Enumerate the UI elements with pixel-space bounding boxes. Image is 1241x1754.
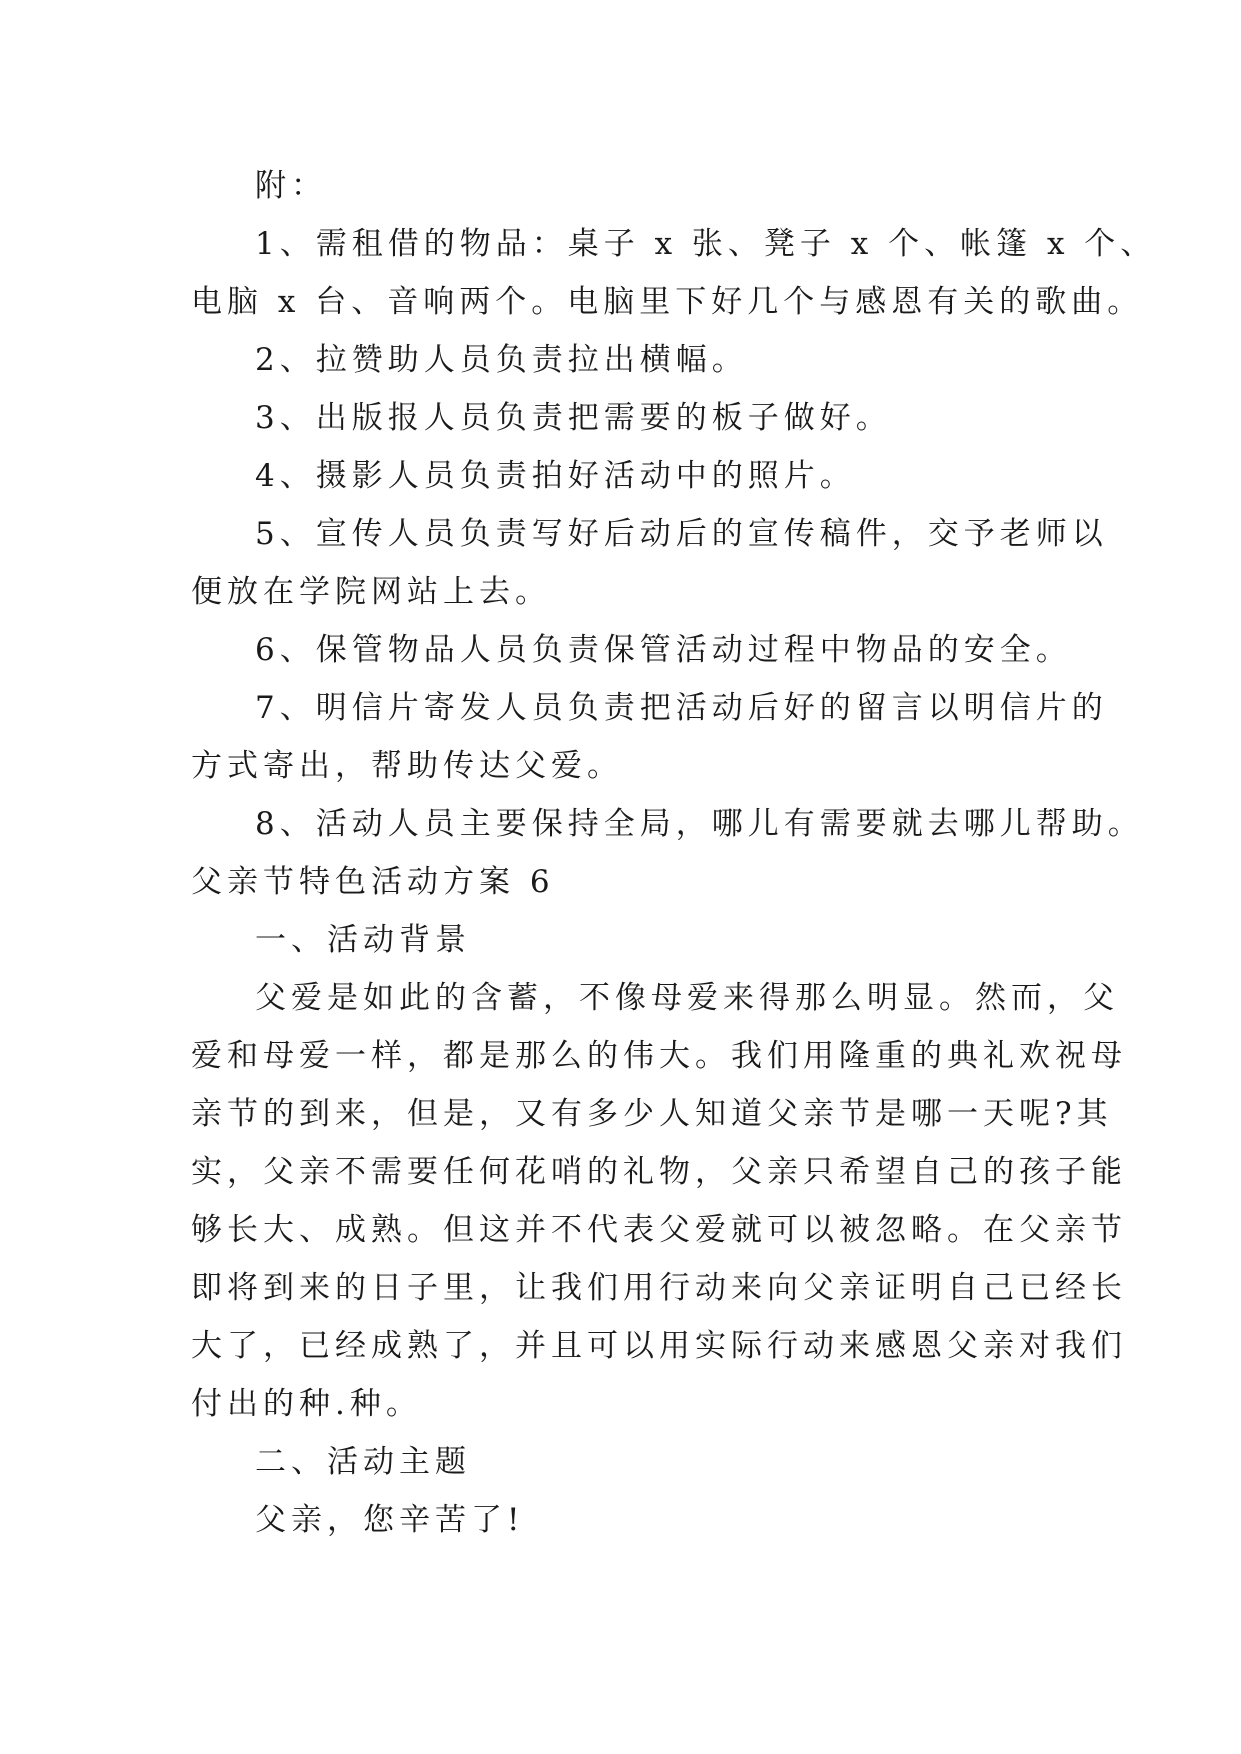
section-title: 父亲节特色活动方案 6 <box>191 864 555 900</box>
background-paragraph-line: 父爱是如此的含蓄，不像母爱来得那么明显。然而，父 <box>255 980 1119 1016</box>
appendix-item-5-continued: 便放在学院网站上去。 <box>191 574 551 610</box>
appendix-item-1: 1、需租借的物品：桌子 x 张、凳子 x 个、帐篷 x 个、 <box>255 226 1157 262</box>
theme-text: 父亲，您辛苦了! <box>255 1502 525 1538</box>
subheading-theme: 二、活动主题 <box>255 1444 471 1480</box>
background-paragraph-line: 大了，已经成熟了，并且可以用实际行动来感恩父亲对我们 <box>191 1328 1127 1364</box>
appendix-item-2: 2、拉赞助人员负责拉出横幅。 <box>255 342 748 378</box>
background-paragraph-line: 即将到来的日子里，让我们用行动来向父亲证明自己已经长 <box>191 1270 1127 1306</box>
background-paragraph-line: 亲节的到来，但是，又有多少人知道父亲节是哪一天呢?其 <box>191 1096 1113 1132</box>
appendix-item-7-continued: 方式寄出，帮助传达父爱。 <box>191 748 623 784</box>
appendix-item-7: 7、明信片寄发人员负责把活动后好的留言以明信片的 <box>255 690 1108 726</box>
appendix-item-5: 5、宣传人员负责写好后动后的宣传稿件，交予老师以 <box>255 516 1108 552</box>
appendix-item-3: 3、出版报人员负责把需要的板子做好。 <box>255 400 892 436</box>
subheading-background: 一、活动背景 <box>255 922 471 958</box>
appendix-item-1-continued: 电脑 x 台、音响两个。电脑里下好几个与感恩有关的歌曲。 <box>191 284 1144 320</box>
background-paragraph-line: 实，父亲不需要任何花哨的礼物，父亲只希望自己的孩子能 <box>191 1154 1127 1190</box>
background-paragraph-line: 爱和母爱一样，都是那么的伟大。我们用隆重的典礼欢祝母 <box>191 1038 1127 1074</box>
appendix-item-4: 4、摄影人员负责拍好活动中的照片。 <box>255 458 856 494</box>
background-paragraph-line: 够长大、成熟。但这并不代表父爱就可以被忽略。在父亲节 <box>191 1212 1127 1248</box>
appendix-heading: 附： <box>255 168 327 204</box>
appendix-item-8: 8、活动人员主要保持全局，哪儿有需要就去哪儿帮助。 <box>255 806 1144 842</box>
appendix-item-6: 6、保管物品人员负责保管活动过程中物品的安全。 <box>255 632 1072 668</box>
background-paragraph-line: 付出的种.种。 <box>191 1386 422 1422</box>
